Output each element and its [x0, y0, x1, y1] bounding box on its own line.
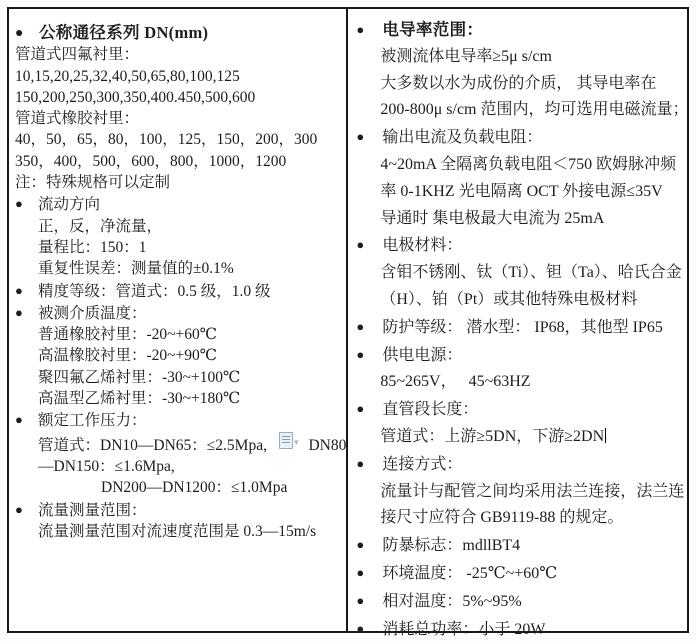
spec-line	[15, 345, 346, 366]
spec-text: 流动方向	[38, 196, 101, 214]
bullet-icon: ●	[15, 412, 23, 428]
spec-text: （H）、铂（Pt）或其他特殊电极材料	[380, 290, 638, 308]
spec-text: 流量测量范围：	[38, 501, 147, 519]
spec-text: —DN150：≤1.6Mpa,	[38, 457, 175, 475]
spec-text: 直管段长度：	[382, 401, 479, 419]
spec-text: 连接方式：	[382, 455, 463, 473]
spec-line	[15, 388, 346, 409]
spec-text: 导通时 集电极最大电流为 25mA	[380, 209, 605, 227]
spec-line	[15, 108, 346, 129]
spec-line	[356, 505, 688, 532]
spec-line	[356, 424, 688, 451]
spec-text: 被测介质温度：	[38, 304, 147, 322]
bullet-icon: ●	[356, 129, 365, 145]
spec-text: 10,15,20,25,32,40,50,65,80,100,125	[15, 67, 240, 85]
spec-text: 高温型乙烯衬里：-30~+180℃	[38, 390, 241, 408]
spec-text: 40，50，65，80，100，125，150，200，300	[15, 131, 318, 149]
spec-line	[15, 367, 346, 388]
spec-text: 接尺寸应符合 GB9119-88 的规定。	[380, 509, 624, 527]
bullet-icon: ●	[356, 318, 365, 334]
spec-text: 管道式橡胶衬里：	[15, 110, 140, 128]
spec-text: 电极材料：	[382, 237, 463, 255]
spec-text: 聚四氟乙烯衬里：-30~+100℃	[38, 368, 241, 386]
spec-line	[356, 260, 688, 287]
spec-text: 供电电源：	[382, 346, 463, 364]
spec-line	[356, 314, 688, 342]
spec-line	[356, 152, 688, 179]
spec-text: 高温橡胶衬里：-20~+90℃	[38, 347, 218, 365]
spec-text: 额定工作压力：	[38, 412, 147, 430]
spec-line	[15, 22, 346, 44]
bullet-icon: ●	[356, 346, 365, 362]
spec-text: 率 0-1KHZ 光电隔离 OCT 外接电源≤35V	[380, 182, 663, 200]
spec-text: 普通橡胶衬里：-20~+60℃	[38, 326, 218, 344]
spec-text: 重复性误差：测量值的±0.1%	[38, 260, 234, 278]
spec-line	[15, 151, 346, 172]
spec-text: 公称通径系列 DN(mm)	[39, 23, 209, 42]
spec-line	[356, 179, 688, 206]
spec-line	[356, 479, 688, 506]
bullet-icon: ●	[356, 620, 365, 636]
text-cursor-icon	[605, 428, 606, 443]
spec-line	[15, 44, 346, 65]
bullet-icon: ●	[15, 501, 23, 517]
spec-text: 流量计与配管之间均采用法兰连接，法兰连	[380, 482, 685, 500]
bullet-icon: ●	[356, 592, 365, 608]
spec-line	[15, 302, 346, 324]
spec-text: 管道式四氟衬里：	[15, 46, 140, 64]
spec-line	[356, 532, 688, 560]
spec-line	[15, 193, 346, 215]
spec-text: 流量测量范围对流速度范围是 0.3—15m/s	[38, 522, 317, 540]
spec-text: 200-800μ s/cm 范围内，均可选用电磁流量；	[380, 101, 689, 119]
spec-text: 量程比：150：1	[38, 238, 147, 256]
spec-line	[356, 616, 688, 644]
spec-table	[7, 7, 689, 638]
spec-line	[15, 129, 346, 150]
spec-text: 消耗总功率：小于 20W	[382, 620, 546, 638]
spec-line	[15, 87, 346, 108]
spec-text: 350，400，500，600，800，1000，1200	[15, 152, 287, 170]
spec-text: 85~265V， 45~63HZ	[380, 373, 531, 391]
spec-line	[15, 216, 346, 237]
spec-text: 注：特殊规格可以定制	[15, 174, 171, 192]
bullet-icon: ●	[15, 26, 24, 41]
bullet-icon: ●	[356, 564, 365, 580]
spec-text: DN80	[308, 436, 347, 454]
spec-text: 150,200,250,300,350,400.450,500,600	[15, 88, 256, 106]
paste-options-icon[interactable]	[279, 432, 293, 449]
spec-column-left	[9, 9, 348, 631]
spec-line	[15, 66, 346, 87]
spec-text: 输出电流及负载电阻：	[382, 129, 543, 147]
bullet-icon: ●	[356, 22, 365, 37]
spec-text: DN200—DN1200：≤1.0Mpa	[101, 479, 288, 497]
spec-line	[356, 232, 688, 260]
dropdown-arrow-icon[interactable]: ▾	[293, 437, 299, 448]
spec-line	[15, 477, 346, 498]
spec-line	[356, 342, 688, 370]
spec-line	[15, 324, 346, 345]
bullet-icon: ●	[356, 455, 365, 471]
spec-text: 被测流体电导率≥5μ s/cm	[380, 47, 552, 65]
spec-line	[356, 560, 688, 588]
spec-text: 防护等级： 潜水型： IP68，其他型 IP65	[382, 318, 663, 336]
spec-text: 环境温度： -25℃~+60℃	[382, 564, 558, 582]
spec-line	[356, 369, 688, 396]
spec-line	[356, 124, 688, 152]
spec-line	[15, 521, 346, 542]
spec-text: 电导率范围：	[382, 20, 484, 39]
spec-text: 精度等级：管道式：0.5 级，1.0 级	[38, 282, 271, 300]
spec-text: 管道式：DN10—DN65：≤2.5Mpa,	[38, 436, 267, 454]
spec-line	[15, 258, 346, 279]
spec-text: 大多数以水为成份的介质， 其导电率在	[380, 74, 657, 92]
spec-line	[15, 280, 346, 302]
bullet-icon: ●	[356, 237, 365, 253]
spec-line	[356, 44, 688, 71]
spec-line	[356, 71, 688, 98]
spec-line	[356, 206, 688, 233]
spec-line	[15, 172, 346, 193]
bullet-icon: ●	[356, 537, 365, 553]
bullet-icon: ●	[356, 401, 365, 417]
spec-line	[356, 97, 688, 124]
spec-line	[356, 588, 688, 616]
spec-line	[356, 17, 688, 44]
spec-text: 防暴标志：mdllBT4	[382, 537, 521, 555]
spec-line	[15, 432, 346, 456]
spec-line	[356, 396, 688, 424]
spec-column-right	[348, 9, 690, 638]
bullet-icon: ●	[15, 196, 23, 212]
spec-line	[356, 451, 688, 479]
spec-text: 含钼不锈刚、钛（Ti）、钽（Ta）、哈氏合金	[380, 264, 682, 282]
spec-line	[15, 237, 346, 258]
spec-line	[15, 456, 346, 477]
spec-text: 正，反，净流量，	[38, 217, 163, 235]
spec-line	[15, 499, 346, 521]
spec-text: 4~20mA 全隔离负载电阻＜750 欧姆脉冲频	[380, 155, 677, 173]
bullet-icon: ●	[15, 304, 23, 320]
spec-line	[15, 409, 346, 431]
bullet-icon: ●	[15, 282, 23, 298]
spec-line	[356, 287, 688, 314]
spec-text: 相对温度：5%~95%	[382, 592, 522, 610]
spec-text: 管道式：上游≥5DN，下游≥2DN	[380, 427, 605, 445]
